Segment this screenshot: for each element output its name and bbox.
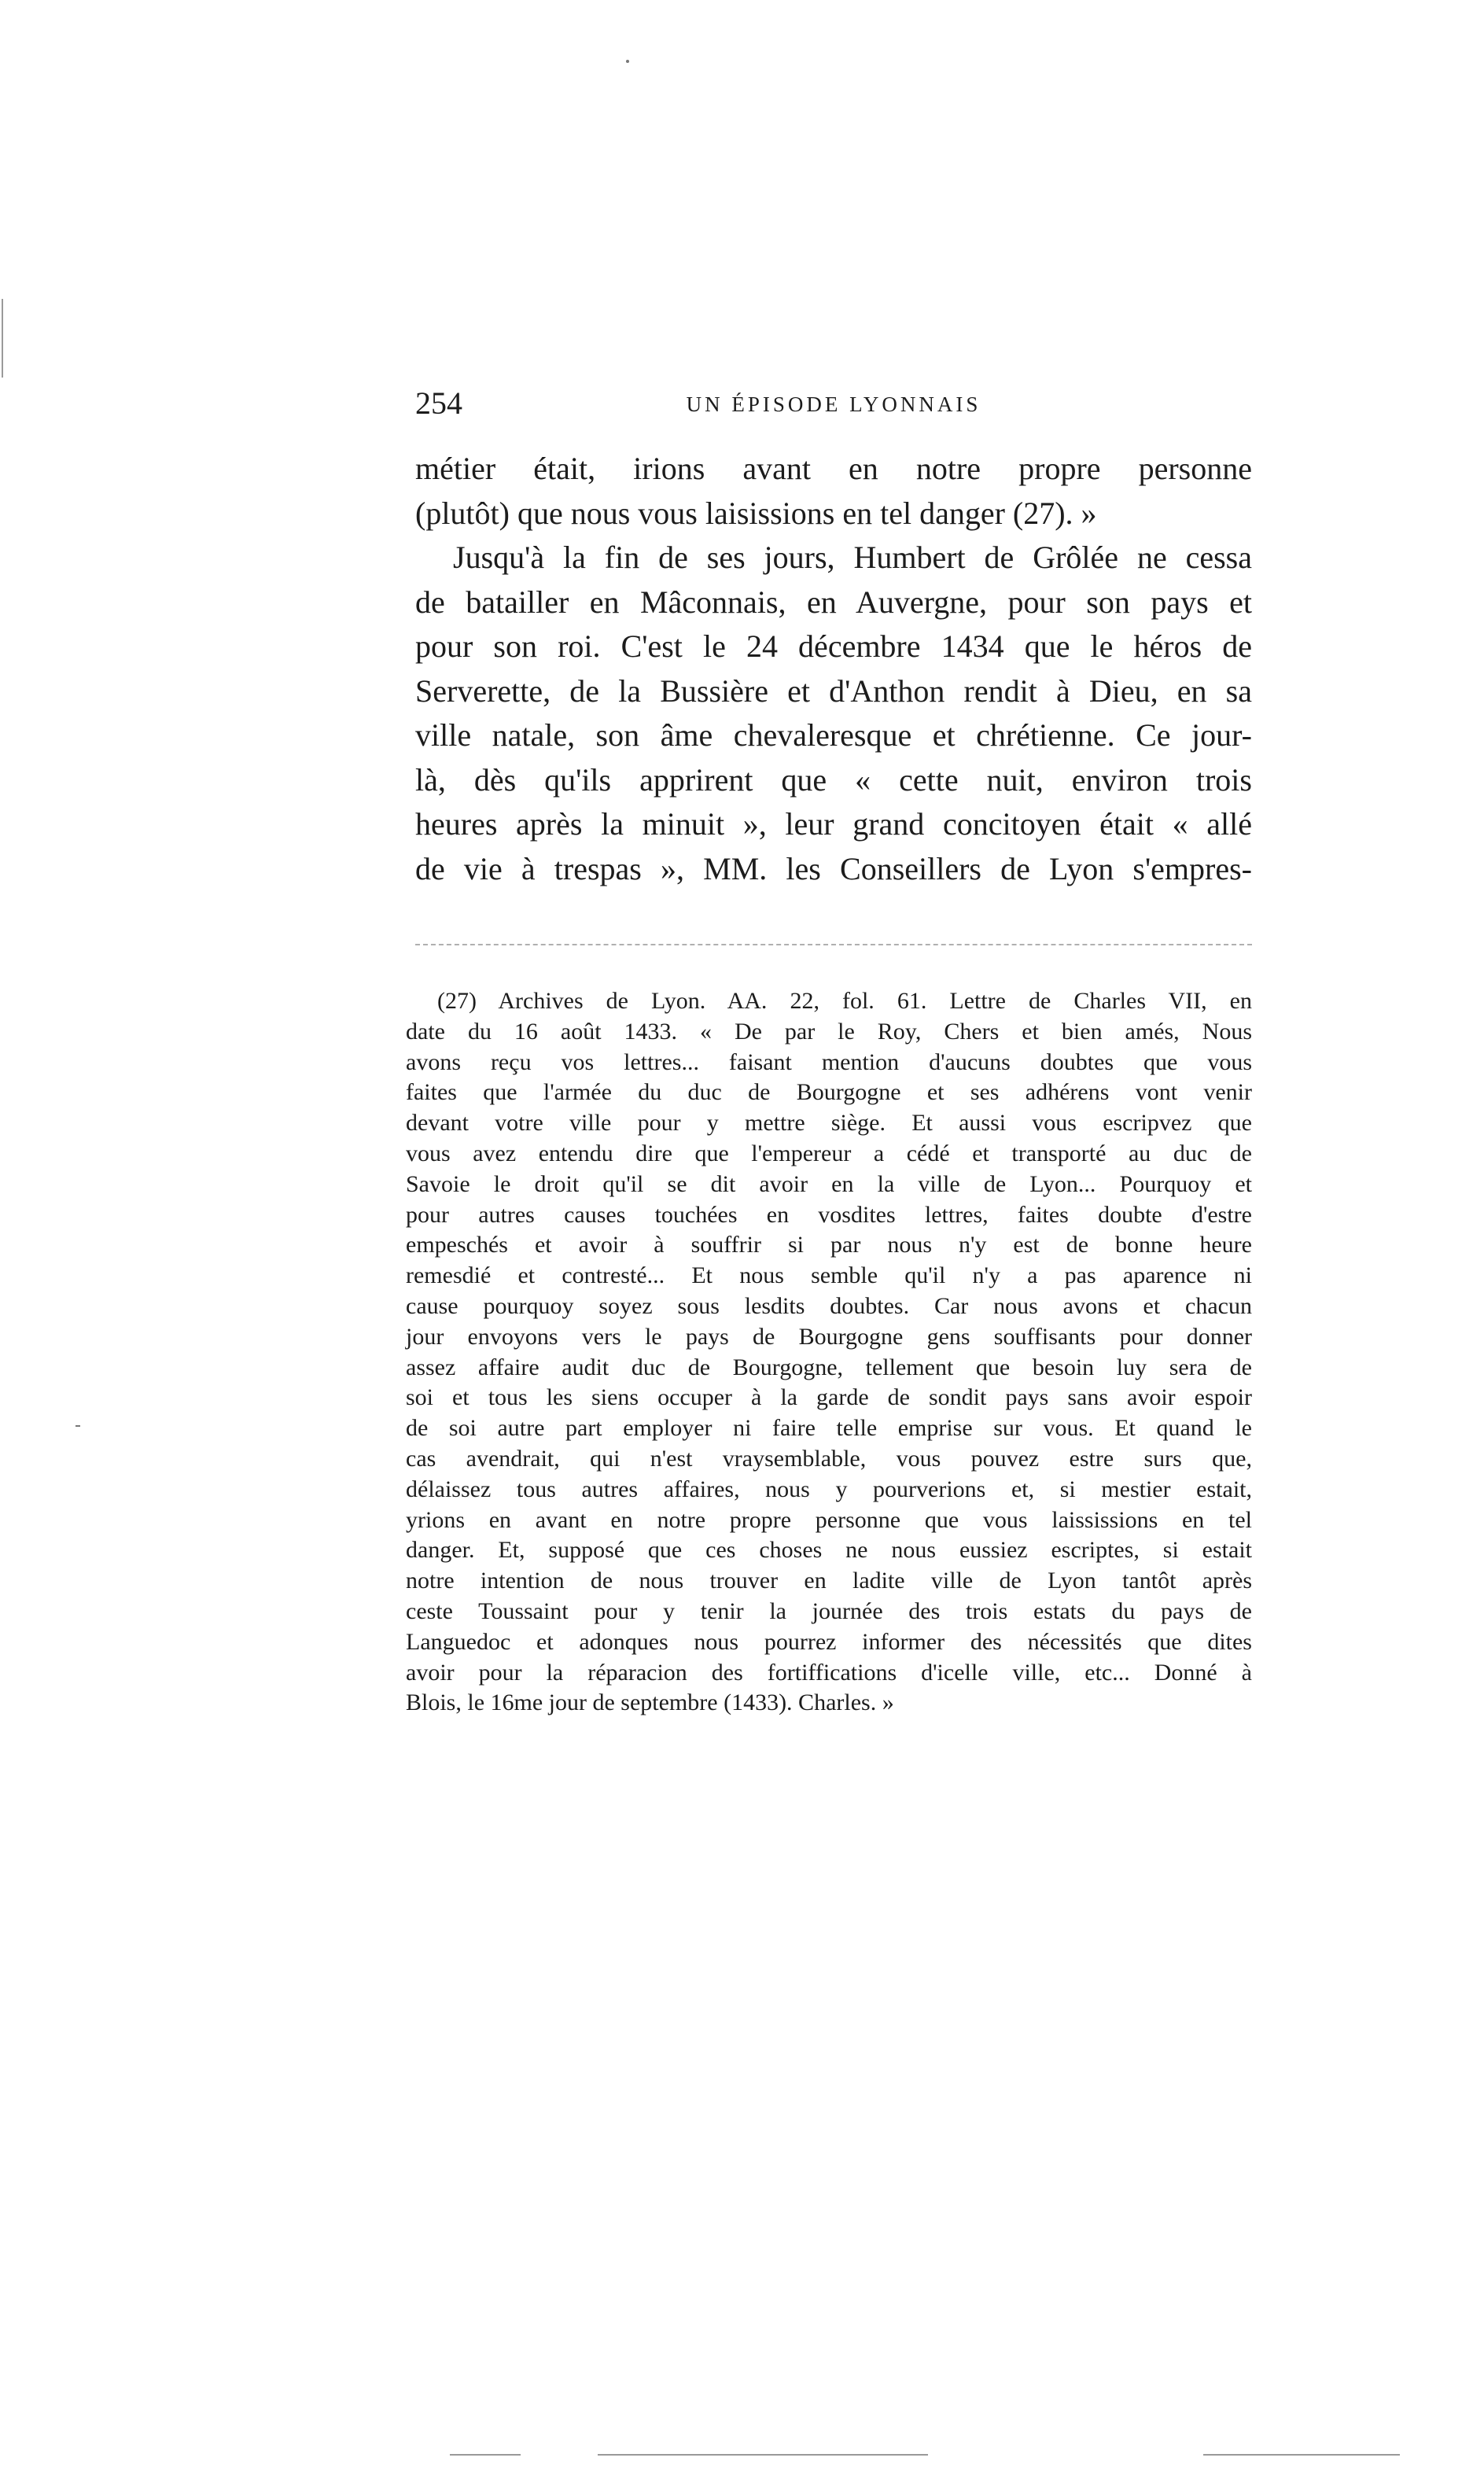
footnote-line: notre intention de nous trouver en ladite ville de Lyon tantôt après (406, 1568, 1252, 1594)
footnote-line: délaissez tous autres affaires, nous y pourverions et, si mestier estait, (406, 1476, 1252, 1502)
body-line: heures après la minuit », leur grand concitoyen était « allé (415, 806, 1252, 842)
footnote-line: avons reçu vos lettres... faisant mention d'aucuns doubtes que vous (406, 1048, 1252, 1075)
footnote-line: ceste Toussaint pour y tenir la journée des trois estats du pays de (406, 1597, 1252, 1624)
scan-edge-mark (598, 2454, 928, 2456)
body-line: métier était, irions avant en notre propre personne (415, 451, 1252, 486)
footnote-line: date du 16 août 1433. « De par le Roy, Chers et bien amés, Nous (406, 1018, 1252, 1045)
scan-edge-mark (1203, 2454, 1400, 2456)
footnote-line: Blois, le 16me jour de septembre (1433). Charles. » (406, 1689, 894, 1716)
body-line: ville natale, son âme chevaleresque et chrétienne. Ce jour- (415, 717, 1252, 753)
scan-speck (75, 1425, 80, 1427)
footnote-line: soi et tous les siens occuper à la garde de sondit pays sans avoir espoir (406, 1384, 1252, 1411)
body-line: là, dès qu'ils apprirent que « cette nuit, environ trois (415, 761, 1252, 798)
body-line: de batailler en Mâconnais, en Auvergne, pour son pays et (415, 584, 1252, 620)
footnote-separator (415, 944, 1252, 945)
footnote-line: danger. Et, supposé que ces choses ne nous eussiez escriptes, si estait (406, 1537, 1252, 1564)
footnote-line: jour envoyons vers le pays de Bourgogne gens souffisants pour donner (406, 1323, 1252, 1350)
page-number: 254 (415, 385, 462, 421)
scan-edge-mark (2, 299, 3, 378)
running-head-title: UN ÉPISODE LYONNAIS (686, 392, 981, 416)
footnote-line: (27) Archives de Lyon. AA. 22, fol. 61. Lettre de Charles VII, en (437, 988, 1252, 1014)
footnote-line: devant votre ville pour y mettre siège. Et aussi vous escripvez que (406, 1110, 1252, 1137)
footnote-line: de soi autre part employer ni faire telle emprise sur vous. Et quand le (406, 1415, 1252, 1442)
body-line: Jusqu'à la fin de ses jours, Humbert de Grôlée ne cessa (453, 540, 1252, 575)
footnote-line: avoir pour la réparacion des fortiffications d'icelle ville, etc... Donné à (406, 1659, 1252, 1686)
scan-speck (626, 60, 629, 63)
footnote-line: Savoie le droit qu'il se dit avoir en la ville de Lyon... Pourquoy et (406, 1170, 1252, 1197)
footnote-line: cause pourquoy soyez sous lesdits doubtes. Car nous avons et chacun (406, 1292, 1252, 1319)
footnote-line: yrions en avant en notre propre personne que vous laississions en tel (406, 1506, 1252, 1533)
main-text (415, 447, 1252, 891)
body-line: de vie à trespas », MM. les Conseillers de Lyon s'empres- (415, 850, 1252, 886)
scan-edge-mark (450, 2454, 521, 2456)
running-head (415, 384, 1252, 423)
body-line: (plutôt) que nous vous laisissions en tel danger (27). » (415, 495, 1097, 531)
footnote-line: empeschés et avoir à souffrir si par nous n'y est de bonne heure (406, 1232, 1252, 1258)
footnote (406, 986, 1252, 1719)
body-line: Serverette, de la Bussière et d'Anthon rendit à Dieu, en sa (415, 672, 1252, 709)
footnote-line: faites que l'armée du duc de Bourgogne et ses adhérens vont venir (406, 1079, 1252, 1106)
footnote-line: cas avendrait, qui n'est vraysemblable, vous pouvez estre surs que, (406, 1445, 1252, 1472)
footnote-line: remesdié et contresté... Et nous semble qu'il n'y a pas aparence ni (406, 1262, 1252, 1289)
footnote-line: assez affaire audit duc de Bourgogne, tellement que besoin luy sera de (406, 1354, 1252, 1380)
footnote-line: pour autres causes touchées en vosdites lettres, faites doubte d'estre (406, 1201, 1252, 1228)
footnote-line: vous avez entendu dire que l'empereur a cédé et transporté au duc de (406, 1140, 1252, 1166)
footnote-line: Languedoc et adonques nous pourrez informer des nécessités que dites (406, 1628, 1252, 1655)
body-line: pour son roi. C'est le 24 décembre 1434 que le héros de (415, 628, 1252, 664)
